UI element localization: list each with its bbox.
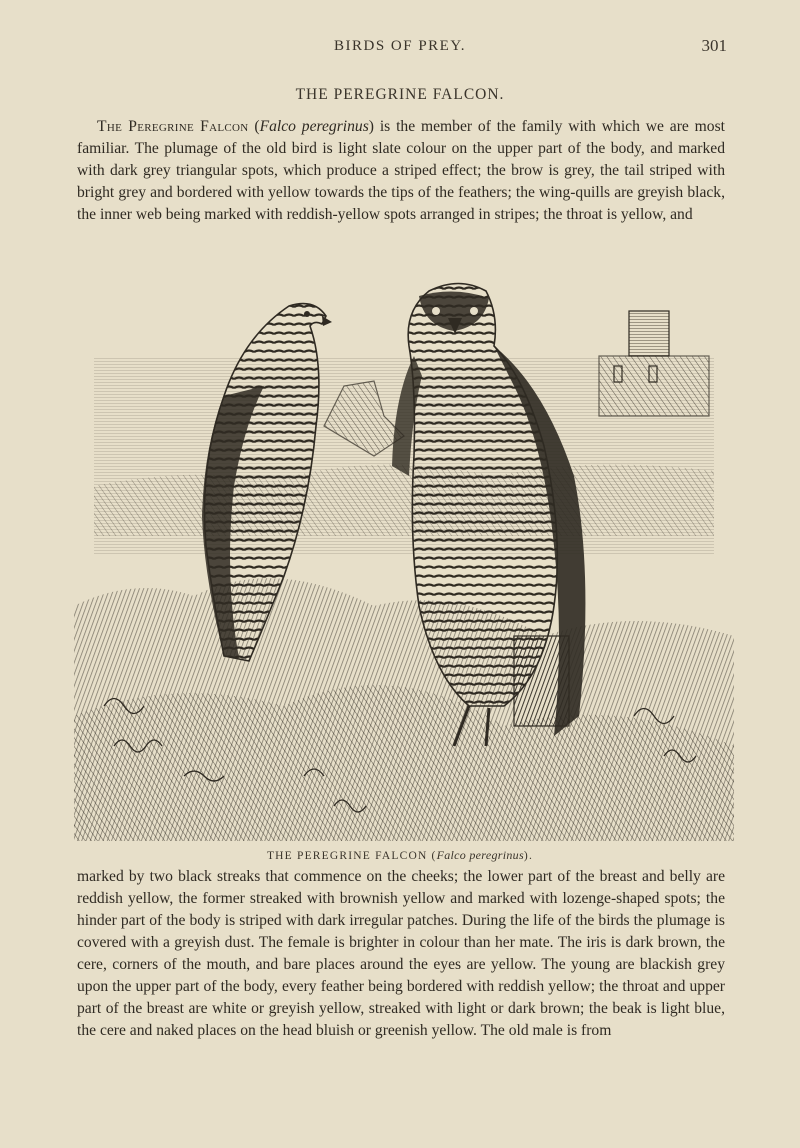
- latin-name: Falco peregrinus: [259, 118, 369, 135]
- peregrine-falcons-engraving-icon: [74, 276, 734, 841]
- running-head: BIRDS OF PREY.: [333, 38, 466, 54]
- caption-latin: Falco peregrinus: [436, 848, 524, 862]
- section-title: THE PEREGRINE FALCON.: [295, 86, 505, 103]
- page-number: 301: [701, 36, 727, 55]
- lead-smallcaps: The Peregrine Falcon: [97, 118, 249, 135]
- figure-caption: [0, 848, 800, 863]
- caption-main: THE PEREGRINE FALCON (: [266, 850, 437, 862]
- paragraph-top: [77, 116, 725, 226]
- open-paren: (: [248, 118, 260, 135]
- caption-end: ).: [523, 850, 534, 862]
- paragraph-bottom: marked by two black streaks that commence on the cheeks; the lower part of the breast and belly are reddish yellow, the former streaked with brownish yellow and marked with lozenge-shaped spots; the hinder part of the body is striped with dark irregular patches. During the life of the birds the plumage is covered with a greyish dust. The female is brighter in colour than her mate. The iris is dark brown, the cere, corners of the mouth, and bare places around the eyes are yellow. The young are blackish grey upon the upper part of the body, every feather being bordered with reddish yellow; the throat and upper part of the breast are white or greyish yellow, streaked with light or dark brown; the beak is light blue, the cere and naked places on the head bluish or greenish yellow. The old male is from: [77, 868, 725, 1039]
- paragraph-top-rest: ) is the member of the family with which we are most familiar. The plumage of the old bird is light slate colour on the upper part of the body, and marked with dark grey triangular spots, which produce a striped effect; the brow is grey, the tail striped with bright grey and bordered with yellow towards the tips of the feathers; the wing-quills are greyish black, the inner web being marked with reddish-yellow spots arranged in stripes; the throat is yellow, and: [77, 118, 725, 223]
